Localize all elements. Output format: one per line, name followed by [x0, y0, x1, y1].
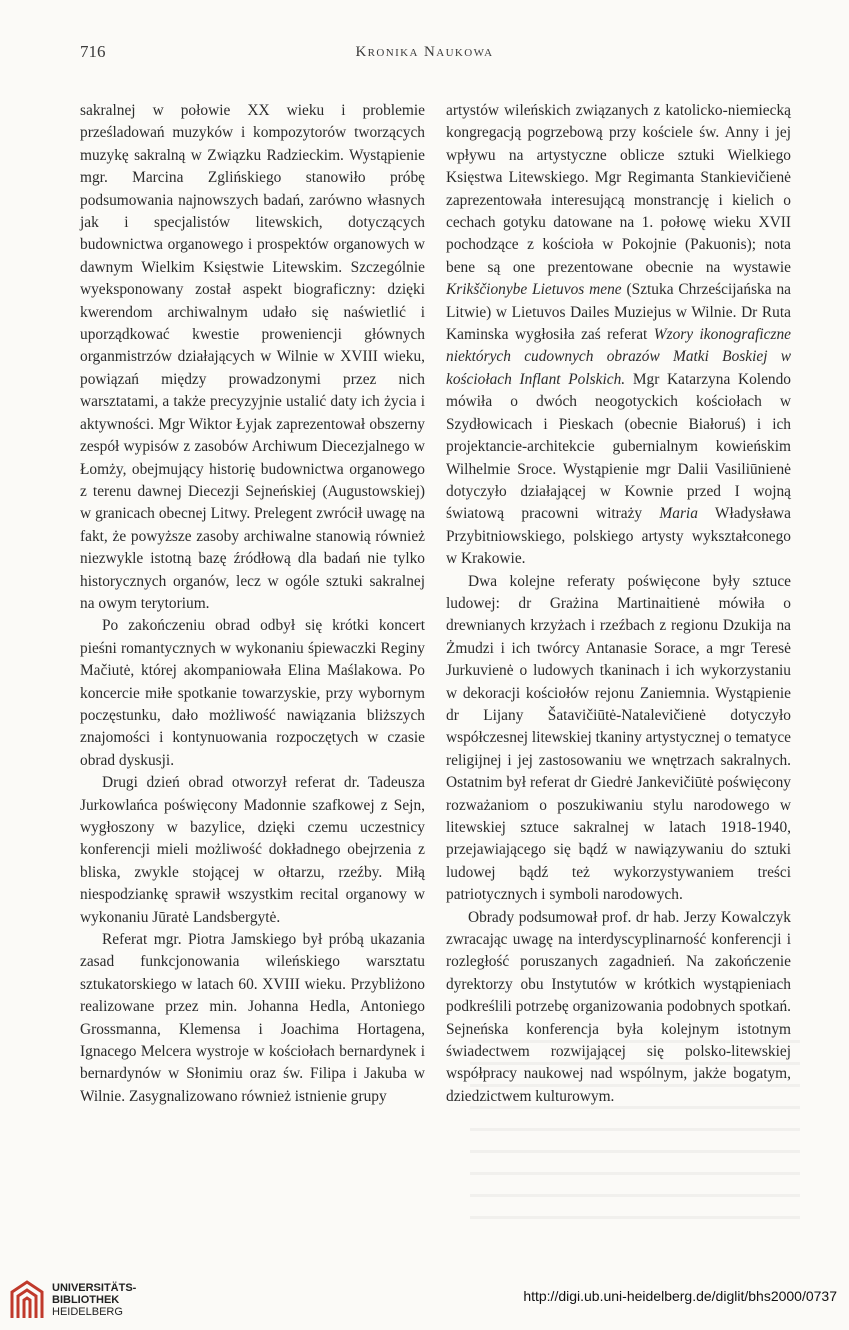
library-logo-text	[52, 1282, 136, 1318]
running-head: Kronika Naukowa	[355, 44, 494, 60]
page-footer	[0, 1270, 849, 1330]
paragraph	[446, 571, 791, 907]
paragraph-text: Obrady podsumował prof. dr hab. Jerzy Kowalczyk zwracając uwagę na interdyscyplinarność konferencji i rozległość poruszanych zagadnień. Na zakończenie dyrektorzy obu Instytutów w krótkich wystąpieniach podkreślili potrzebę organizowania podobnych spotkań. Sejneńska konferencja była kolejnym istotnym świadectwem rozwijającej się polsko-litewskiej współpracy naukowej nad wspólnym, jakże bogatym, dziedzictwem kulturowym.	[446, 908, 791, 1105]
paragraph	[80, 929, 425, 1108]
logo-line-1: UNIVERSITÄTS-	[52, 1282, 137, 1294]
page-number: 716	[80, 42, 106, 61]
logo-line-3: HEIDELBERG	[52, 1306, 123, 1318]
paragraph-text: Dwa kolejne referaty poświęcone były sztuce ludowej: dr Grażina Martinaitienė mówiła o drewnianych krzyżach i rzeźbach z regionu Dzukija na Żmudzi i ich twórcy Antanasie Sorace, a mgr Teresė Jurkuvienė o ludowych tkaninach i ich wykorzystaniu w dekoracji kościołów rejonu Zaniemnia. Wystąpienie dr Lijany Šatavičiūtė-Natalevičienė dotyczyło współczesnej litewskiej tkaniny artystycznej o tematyce religijnej i jej zastosowaniu we wnętrzach sakralnych. Ostatnim był referat dr Giedrė Jankevičiūtė poświęcony rozważaniom o poszukiwaniu stylu narodowego w litewskiej sztuce sakralnej w latach 1918-1940, przejawiającego się bądź w nawiązywaniu do sztuki ludowej bądź też wykorzystywaniem treści patriotycznych i symboli narodowych.	[446, 572, 791, 904]
paragraph-text: (Sztuka Chrześcijańska na Litwie) w Lietuvos Dailes Muziejus w Wilnie. Dr Ruta Kaminska wygłosiła zaś referat	[446, 281, 792, 344]
italic-title-text: Wzory ikonograficzne niektórych cudownych obrazów Matki Boskiej w kościołach Inflant Polskich.	[446, 326, 791, 388]
paragraph	[80, 615, 425, 772]
left-text-column	[80, 100, 425, 1108]
paragraph	[446, 100, 791, 571]
italic-title-text: Krikščionybe Lietuvos mene	[446, 281, 622, 299]
paragraph-text: Referat mgr. Piotra Jamskiego był próbą ukazania zasad funkcjonowania wileńskiego warsztatu sztukatorskiego w latach 60. XVIII wieku. Przybliżono realizowane przez min. Johanna Hedla, Antoniego Grossmanna, Klemensa i Joachima Hortagena, Ignacego Melcera wystroje w kościołach bernardynek i bernardynów w Słonimiu oraz św. Filipa i Jakuba w Wilnie. Zasygnalizowano również istnienie grupy	[80, 931, 425, 1105]
library-logo[interactable]	[8, 1278, 208, 1322]
italic-title-text: Maria	[659, 505, 698, 523]
paragraph	[80, 100, 425, 615]
source-url-link[interactable]: http://digi.ub.uni-heidelberg.de/diglit/bhs2000/0737	[523, 1288, 837, 1304]
paragraph	[80, 772, 425, 929]
paragraph-text: Mgr Katarzyna Kolendo mówiła o dwóch neogotyckich kościołach w Szydłowicach i Pieskach (obecnie Białoruś) i ich projektancie-architekcie gubernialnym kowieńskim Wilhelmie Sroce. Wystąpienie mgr Dalii Vasiliūnienė dotyczyło działającej w Kownie przed I wojną światową pracowni witraży	[446, 370, 791, 523]
paragraph-text: Po zakończeniu obrad odbył się krótki koncert pieśni romantycznych w wykonaniu śpiewaczki Reginy Mačiutė, której akompaniowała Elina Maślakowa. Po koncercie miłe spotkanie towarzyskie, przy wybornym poczęstunku, dało możliwość nawiązania bliższych znajomości i kontynuowania rozpoczętych w czasie obrad dyskusji.	[80, 617, 425, 769]
paragraph-text: artystów wileńskich związanych z katolicko-niemiecką kongregacją pogrzebową przy kościele św. Anny i jej wpływu na artystyczne oblicze sztuki Wielkiego Księstwa Litewskiego. Mgr Regimanta Stankievičienė zaprezentowała interesującą monstrancję i kielich o cechach gotyku datowane na 1. połowę wieku XVII pochodzące z kościoła w Pokojnie (Pakuonis); nota bene są one prezentowane obecnie na wystawie	[446, 102, 791, 276]
logo-line-2: BIBLIOTHEK	[52, 1294, 120, 1306]
paragraph-text: Władysława Przybitniowskiego, polskiego artysty wykształconego w Krakowie.	[446, 505, 791, 568]
library-logo-icon	[8, 1278, 46, 1322]
bleed-through-texture	[470, 1040, 800, 1230]
page-header	[0, 42, 849, 66]
paragraph-text: sakralnej w połowie XX wieku i problemie prześladowań muzyków i kompozytorów tworzących muzykę sakralną w Związku Radzieckim. Wystąpienie mgr. Marcina Zglińskiego stanowiło próbę podsumowania najnowszych badań, zarówno własnych jak i specjalistów litewskich, dotyczących budownictwa organowego i prospektów organowych w dawnym Wielkim Księstwie Litewskim. Szczególnie wyeksponowany został aspekt biograficzny: dzięki kwerendom archiwalnym udało się naświetlić i uporządkować kwestie proweniencji głównych organmistrzów działających w Wilnie w XVIII wieku, powiązań między prowadzonymi przez nich warsztatami, a także precyzyjnie ustalić daty ich życia i aktywności. Mgr Wiktor Łyjak zaprezentował obszerny zespół wypisów z zasobów Archiwum Diecezjalnego w Łomży, obejmujący historię budownictwa organowego z terenu dawnej Diecezji Sejneńskiej (Augustowskiej) w granicach obecnej Litwy. Prelegent zwrócił uwagę na fakt, że powyższe zasoby archiwalne stanowią również niezwykle istotną bazę źródłową dla badań nie tylko historycznych organów, lecz w ogóle sztuki sakralnej na owym terytorium.	[80, 102, 425, 612]
paragraph-text: Drugi dzień obrad otworzył referat dr. Tadeusza Jurkowlańca poświęcony Madonnie szafkowej z Sejn, wygłoszony w bazylice, dzięki czemu uczestnicy konferencji mieli możliwość dokładnego obejrzenia z bliska, zwykle stojącej w ołtarzu, rzeźby. Miłą niespodziankę sprawił wszystkim recital organowy w wykonaniu Jūratė Landsbergytė.	[80, 774, 425, 926]
right-text-column	[446, 100, 791, 1108]
